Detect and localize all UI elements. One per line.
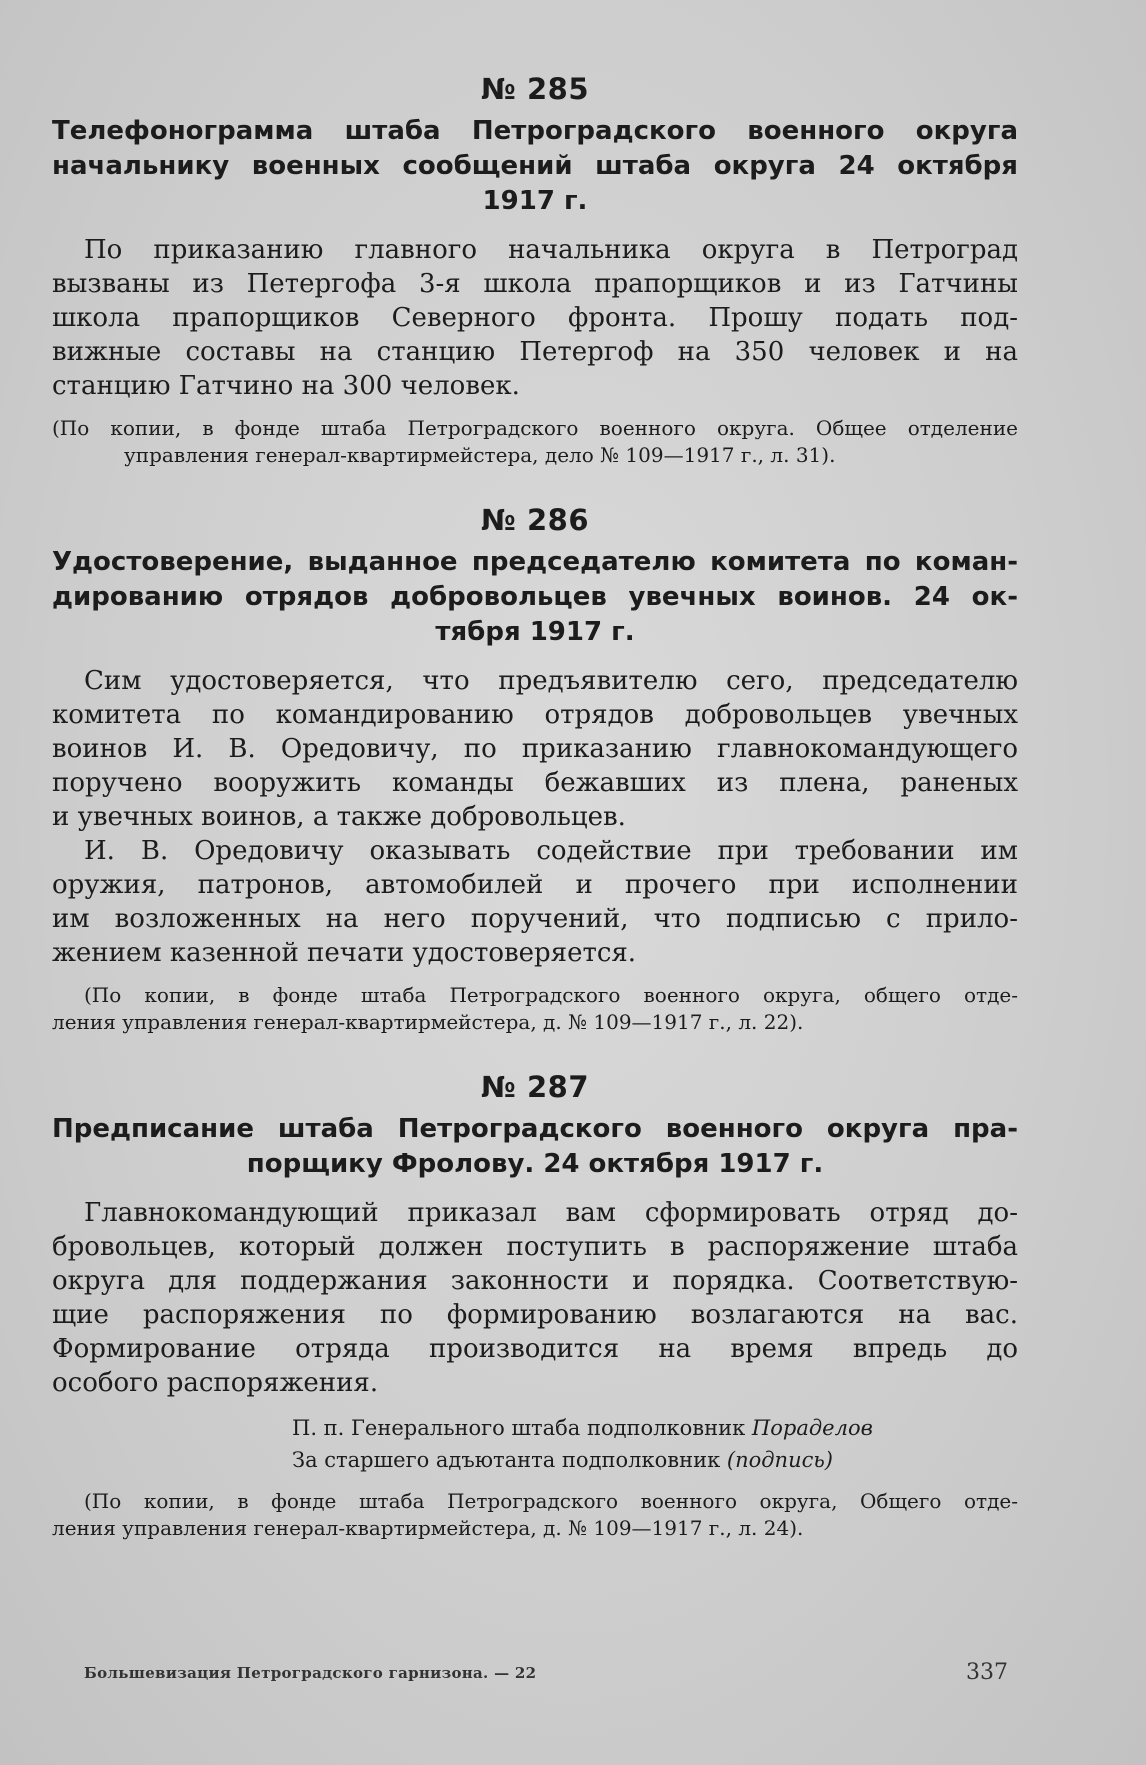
signature-line [292,1444,1018,1476]
text-line: вижные составы на станцию Петергоф на 350 человек и на [52,337,1018,367]
title-line: Удостоверение, выданное председателю комитета по коман- [52,547,1018,577]
text-line: Главнокомандующий приказал вам сформировать отряд до- [84,1198,1018,1228]
document-287 [52,1068,1018,1542]
document-285 [52,70,1018,469]
text-line: округа для поддержания законности и порядка. Соответствую- [52,1266,1018,1296]
body-paragraph [52,233,1018,403]
body-paragraph [52,1196,1018,1400]
document-title [52,1112,1018,1182]
page-number: 337 [966,1660,1008,1685]
source-line: (По копии, в фонде штаба Петроградского военного округа. Общее отделение [52,416,1018,440]
signature-name: Пораделов [751,1416,873,1440]
document-286 [52,501,1018,1036]
source-line: управления генерал-квартирмейстера, дело № 109—1917 г., л. 31). [124,443,836,467]
footer-running-title: Большевизация Петроградского гарнизона. — 22 [84,1664,537,1682]
text-line: жением казенной печати удостоверяется. [52,938,637,968]
title-line: Телефонограмма штаба Петроградского военного округа [52,116,1018,146]
signature-line [292,1412,1018,1444]
signature-rank: П. п. Генерального штаба подполковник [292,1416,746,1440]
text-line: им возложенных на него поручений, что подписью с прило- [52,904,1018,934]
text-line: станцию Гатчино на 300 человек. [52,371,520,401]
title-line: тября 1917 г. [435,617,635,647]
text-line: и увечных воинов, а также добровольцев. [52,802,626,832]
title-line: Предписание штаба Петроградского военного округа пра- [52,1114,1018,1144]
text-line: вызваны из Петергофа 3-я школа прапорщиков и из Гатчины [52,269,1018,299]
source-line: ления управления генерал-квартирмейстера, д. № 109—1917 г., л. 22). [52,1010,804,1034]
source-note [52,1488,1018,1542]
text-line: воинов И. В. Оредовичу, по приказанию главнокомандующего [52,734,1018,764]
document-title [52,545,1018,650]
text-line: школа прапорщиков Северного фронта. Прошу подать под- [52,303,1018,333]
document-number: № 286 [480,503,590,537]
text-line: По приказанию главного начальника округа в Петроград [84,235,1018,265]
signature-name: (подпись) [726,1448,833,1472]
document-number: № 287 [480,1070,590,1104]
document-number: № 285 [480,72,590,106]
body-paragraph [52,664,1018,834]
signature-rank: За старшего адъютанта подполковник [292,1448,721,1472]
source-line: (По копии, в фонде штаба Петроградского военного округа, Общего отде- [84,1489,1018,1513]
body-paragraph [52,834,1018,970]
source-note [52,982,1018,1036]
source-note [52,415,1018,469]
source-line: (По копии, в фонде штаба Петроградского военного округа, общего отде- [84,983,1018,1007]
title-line: порщику Фролову. 24 октября 1917 г. [246,1149,824,1179]
document-page [52,70,1018,1574]
title-line: дированию отрядов добровольцев увечных воинов. 24 ок- [52,582,1018,612]
page-footer [84,1660,1008,1690]
title-line: начальнику военных сообщений штаба округа 24 октября [52,151,1018,181]
text-line: оружия, патронов, автомобилей и прочего при исполнении [52,870,1018,900]
text-line: поручено вооружить команды бежавших из плена, раненых [52,768,1018,798]
title-line: 1917 г. [482,186,588,216]
text-line: Формирование отряда производится на время впредь до [52,1334,1018,1364]
document-title [52,114,1018,219]
source-line: ления управления генерал-квартирмейстера, д. № 109—1917 г., л. 24). [52,1516,804,1540]
text-line: особого распоряжения. [52,1368,379,1398]
text-line: И. В. Оредовичу оказывать содействие при требовании им [84,836,1018,866]
text-line: Сим удостоверяется, что предъявителю сего, председателю [84,666,1018,696]
text-line: щие распоряжения по формированию возлагаются на вас. [52,1300,1018,1330]
signature-block [292,1412,1018,1476]
text-line: бровольцев, который должен поступить в распоряжение штаба [52,1232,1018,1262]
text-line: комитета по командированию отрядов добровольцев увечных [52,700,1018,730]
